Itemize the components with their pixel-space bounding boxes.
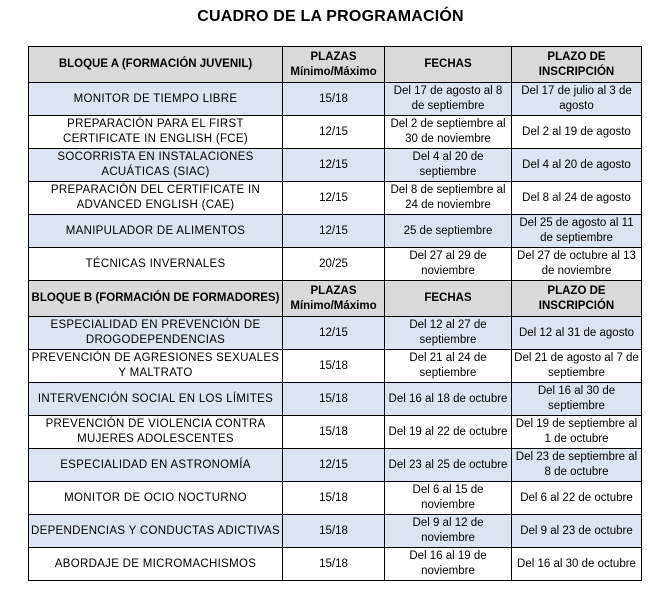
bloque-header-row	[29, 47, 642, 83]
table-row	[29, 548, 642, 581]
curso-cell: MANIPULADOR DE ALIMENTOS	[29, 215, 283, 248]
plazo-cell: Del 12 al 31 de agosto	[512, 317, 642, 350]
fechas-cell: Del 17 de agosto al 8 de septiembre	[385, 83, 512, 116]
table-row	[29, 449, 642, 482]
table-row	[29, 248, 642, 281]
fechas-cell: Del 8 de septiembre al 24 de noviembre	[385, 182, 512, 215]
fechas-cell: Del 27 al 29 de noviembre	[385, 248, 512, 281]
table-row	[29, 317, 642, 350]
curso-cell: PREVENCIÓN DE AGRESIONES SEXUALES Y MALTRATO	[29, 350, 283, 383]
plazas-cell: 12/15	[283, 116, 385, 149]
plazas-cell: 15/18	[283, 383, 385, 416]
plazas-cell: 15/18	[283, 515, 385, 548]
table-row	[29, 116, 642, 149]
plazas-cell: 12/15	[283, 215, 385, 248]
plazo-header: PLAZO DE INSCRIPCIÓN	[512, 47, 642, 83]
curso-cell: INTERVENCIÓN SOCIAL EN LOS LÍMITES	[29, 383, 283, 416]
plazas-cell: 20/25	[283, 248, 385, 281]
table-row	[29, 515, 642, 548]
plazo-cell: Del 27 de octubre al 13 de noviembre	[512, 248, 642, 281]
plazas-cell: 15/18	[283, 350, 385, 383]
plazas-header: PLAZAS Mínimo/Máximo	[283, 47, 385, 83]
plazo-cell: Del 25 de agosto al 11 de septiembre	[512, 215, 642, 248]
fechas-cell: Del 6 al 15 de noviembre	[385, 482, 512, 515]
curso-cell: SOCORRISTA EN INSTALACIONES ACUÁTICAS (SIAC)	[29, 149, 283, 182]
curso-cell: MONITOR DE OCIO NOCTURNO	[29, 482, 283, 515]
curso-cell: ESPECIALIDAD EN PREVENCIÓN DE DROGODEPENDENCIAS	[29, 317, 283, 350]
curso-cell: ABORDAJE DE MICROMACHISMOS	[29, 548, 283, 581]
bloque-name-header: BLOQUE B (FORMACIÓN DE FORMADORES)	[29, 281, 283, 317]
curso-cell: ESPECIALIDAD EN ASTRONOMÍA	[29, 449, 283, 482]
fechas-cell: Del 2 de septiembre al 30 de noviembre	[385, 116, 512, 149]
curso-cell: TÉCNICAS INVERNALES	[29, 248, 283, 281]
fechas-cell: Del 4 al 20 de septiembre	[385, 149, 512, 182]
plazas-header: PLAZAS Mínimo/Máximo	[283, 281, 385, 317]
plazas-cell: 15/18	[283, 548, 385, 581]
table-row	[29, 182, 642, 215]
plazo-cell: Del 19 de septiembre al 1 de octubre	[512, 416, 642, 449]
programacion-table	[28, 46, 642, 581]
table-row	[29, 83, 642, 116]
plazo-cell: Del 8 al 24 de agosto	[512, 182, 642, 215]
fechas-header: FECHAS	[385, 281, 512, 317]
bloque-header-row	[29, 281, 642, 317]
plazo-header: PLAZO DE INSCRIPCIÓN	[512, 281, 642, 317]
plazas-cell: 12/15	[283, 149, 385, 182]
curso-cell: MONITOR DE TIEMPO LIBRE	[29, 83, 283, 116]
fechas-cell: Del 16 al 18 de octubre	[385, 383, 512, 416]
fechas-cell: 25 de septiembre	[385, 215, 512, 248]
plazas-cell: 12/15	[283, 182, 385, 215]
plazo-cell: Del 2 al 19 de agosto	[512, 116, 642, 149]
bloque-name-header: BLOQUE A (FORMACIÓN JUVENIL)	[29, 47, 283, 83]
table-row	[29, 416, 642, 449]
plazo-cell: Del 9 al 23 de octubre	[512, 515, 642, 548]
plazo-cell: Del 4 al 20 de agosto	[512, 149, 642, 182]
table-row	[29, 350, 642, 383]
fechas-cell: Del 9 al 12 de noviembre	[385, 515, 512, 548]
fechas-cell: Del 16 al 19 de noviembre	[385, 548, 512, 581]
curso-cell: PREPARACIÓN DEL CERTIFICATE IN ADVANCED ENGLISH (CAE)	[29, 182, 283, 215]
fechas-cell: Del 21 al 24 de septiembre	[385, 350, 512, 383]
fechas-cell: Del 12 al 27 de septiembre	[385, 317, 512, 350]
table-row	[29, 482, 642, 515]
plazas-cell: 15/18	[283, 83, 385, 116]
plazas-cell: 12/15	[283, 449, 385, 482]
curso-cell: DEPENDENCIAS Y CONDUCTAS ADICTIVAS	[29, 515, 283, 548]
fechas-cell: Del 23 al 25 de octubre	[385, 449, 512, 482]
plazo-cell: Del 16 al 30 de octubre	[512, 548, 642, 581]
table-row	[29, 215, 642, 248]
curso-cell: PREVENCIÓN DE VIOLENCIA CONTRA MUJERES ADOLESCENTES	[29, 416, 283, 449]
table-row	[29, 383, 642, 416]
fechas-header: FECHAS	[385, 47, 512, 83]
page-title: CUADRO DE LA PROGRAMACIÓN	[197, 8, 464, 25]
curso-cell: PREPARACIÓN PARA EL FIRST CERTIFICATE IN ENGLISH (FCE)	[29, 116, 283, 149]
table-row	[29, 149, 642, 182]
plazo-cell: Del 21 de agosto al 7 de septiembre	[512, 350, 642, 383]
plazas-cell: 15/18	[283, 416, 385, 449]
plazo-cell: Del 6 al 22 de octubre	[512, 482, 642, 515]
plazas-cell: 12/15	[283, 317, 385, 350]
plazo-cell: Del 16 al 30 de septiembre	[512, 383, 642, 416]
fechas-cell: Del 19 al 22 de octubre	[385, 416, 512, 449]
plazo-cell: Del 23 de septiembre al 8 de octubre	[512, 449, 642, 482]
plazas-cell: 15/18	[283, 482, 385, 515]
plazo-cell: Del 17 de julio al 3 de agosto	[512, 83, 642, 116]
